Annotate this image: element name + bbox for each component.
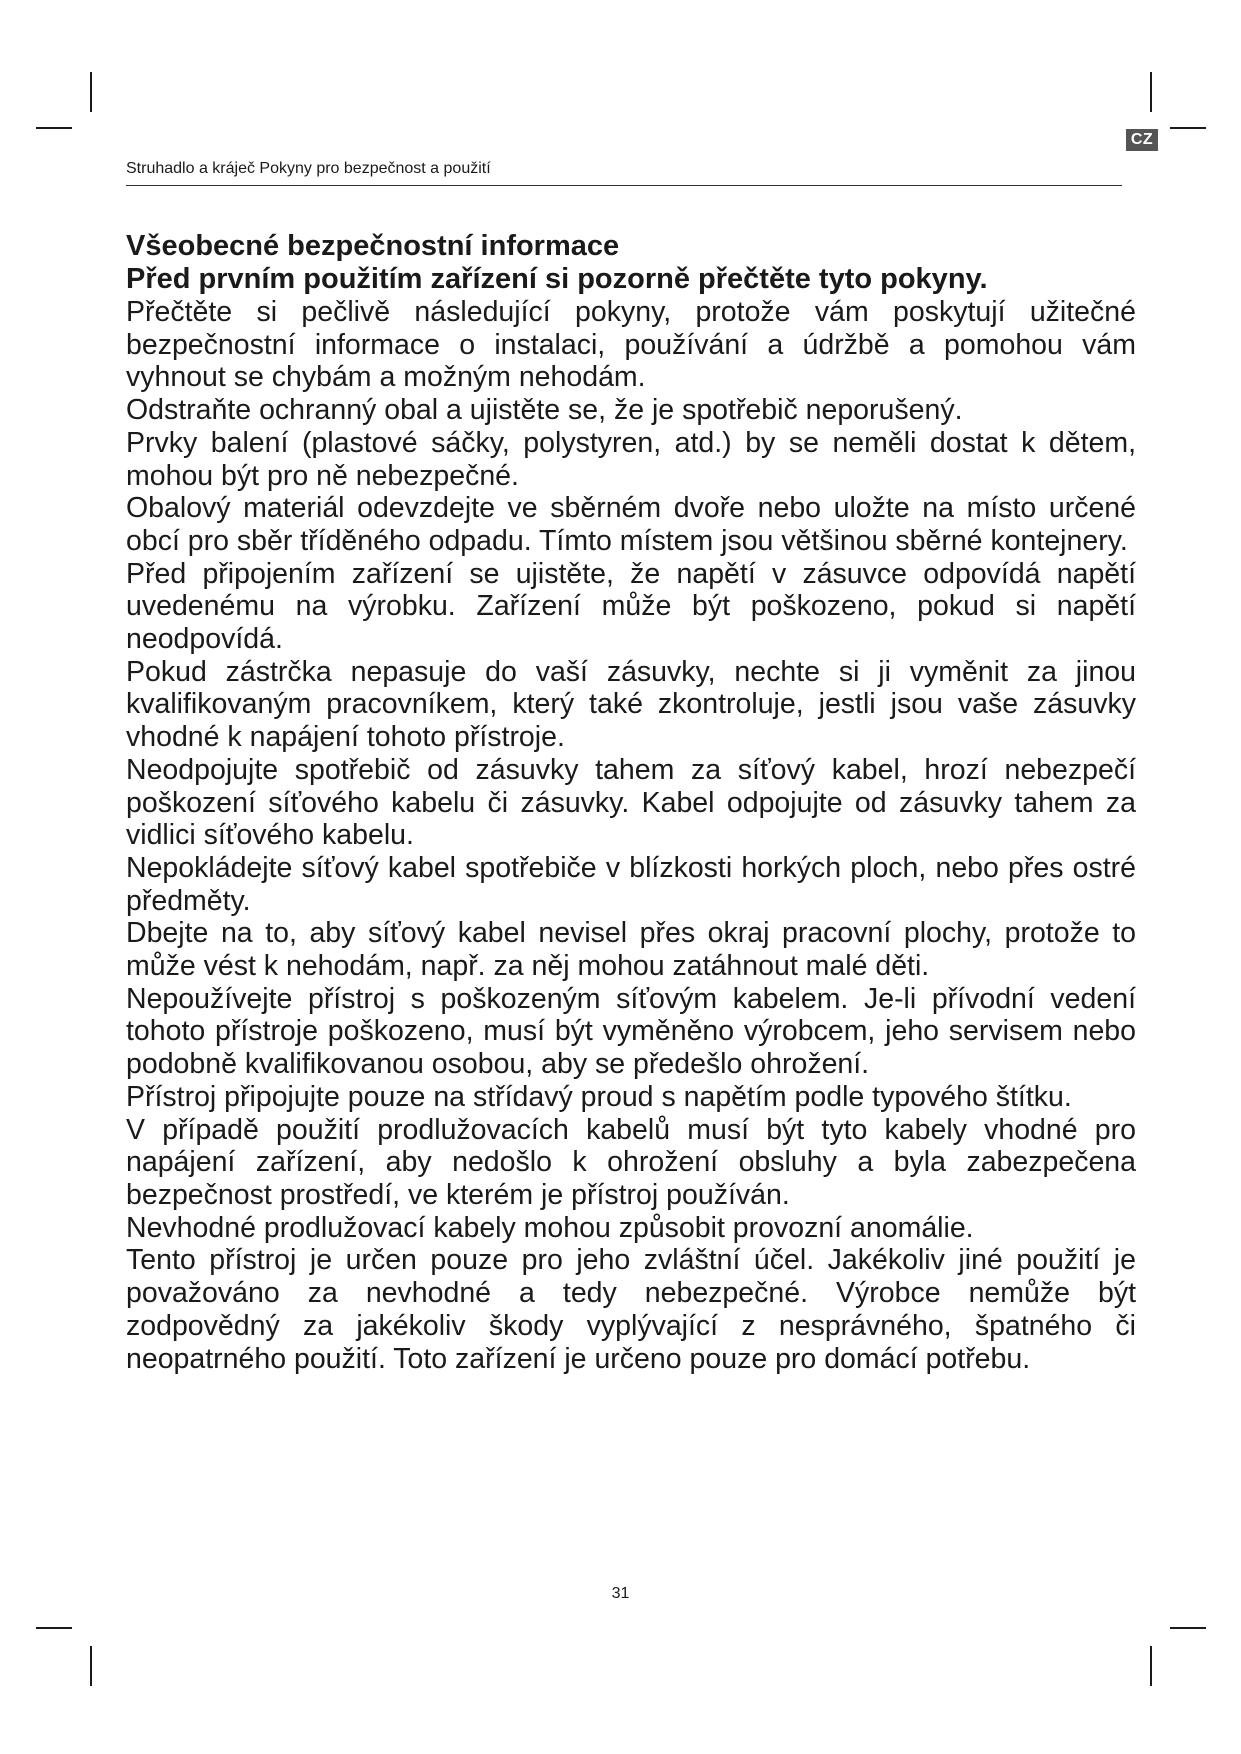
paragraph-packaging: Odstraňte ochranný obal a ujistěte se, že je spotřebič neporušený. [126,394,963,427]
paragraph-extension-cables: V případě použití prodlužovacích kabelů musí být tyto kabely vhodné pro napájení zařízení, aby nedošlo k ohrožení obsluhy a byla zabezpečena bezpečnost prostředí, ve kterém je přístroj používán. [126,1113,1136,1211]
paragraph-intended-use: Tento přístroj je určen pouze pro jeho zvláštní účel. Jakékoliv jiné použití je považováno za nevhodné a tedy nebezpečné. Výrobce nemůže být zodpovědný za jakékoliv škody vyplývající z nesprávného, špatného či neopatrného použití. Toto zařízení je určeno pouze pro domácí potřebu. [126,1244,1136,1375]
header-divider [126,185,1122,186]
paragraph-unsuitable-cables: Nevhodné prodlužovací kabely mohou způsobit provozní anomálie. [126,1211,974,1244]
paragraph-damaged-cable: Nepoužívejte přístroj s poškozeným síťovým kabelem. Je-li přívodní vedení tohoto přístroje poškozeno, musí být vyměněno výrobcem, jeho servisem nebo podobně kvalifikovanou osobou, aby se předešlo ohrožení. [126,982,1136,1081]
paragraph-unplugging: Neodpojujte spotřebič od zásuvky tahem za síťový kabel, hrozí nebezpečí poškození síťového kabelu či zásuvky. Kabel odpojujte od zásuvky tahem za vidlici síťového kabelu. [126,753,1136,852]
crop-mark-bottom-right-horizontal [1170,1627,1206,1629]
language-badge: CZ [1126,129,1158,151]
crop-mark-top-left-vertical [90,72,92,112]
crop-mark-top-right-vertical [1150,72,1152,112]
crop-mark-top-left-horizontal [36,127,72,129]
crop-mark-bottom-right-vertical [1150,1646,1152,1686]
main-content [126,230,1136,1375]
paragraph-ac-supply: Přístroj připojujte pouze na střídavý proud s napětím podle typového štítku. [126,1080,1072,1113]
crop-mark-bottom-left-horizontal [36,1627,72,1629]
paragraph-cable-edge: Dbejte na to, aby síťový kabel nevisel přes okraj pracovní plochy, protože to může vést k nehodám, např. za něj mohou zatáhnout malé děti. [126,917,1136,983]
paragraph-plug: Pokud zástrčka nepasuje do vaší zásuvky, nechte si ji vyměnit za jinou kvalifikovaným pracovníkem, který také zkontroluje, jestli jsou vaše zásuvky vhodné k napájení tohoto přístroje. [126,655,1136,754]
paragraph-hot-surfaces: Nepokládejte síťový kabel spotřebiče v blízkosti horkých ploch, nebo přes ostré předměty. [126,851,1136,917]
paragraph-intro: Přečtěte si pečlivě následující pokyny, protože vám poskytují užitečné bezpečnostní informace o instalaci, používání a údržbě a pomohou vám vyhnout se chybám a možným nehodám. [126,296,1136,394]
paragraph-packaging-children: Prvky balení (plastové sáčky, polystyren, atd.) by se neměli dostat k dětem, mohou být pro ně nebezpečné. [126,426,1136,492]
page-number: 31 [611,1585,630,1602]
running-header: Struhadlo a kráječ Pokyny pro bezpečnost a použití [126,160,491,177]
section-title: Všeobecné bezpečnostní informace [126,230,620,262]
paragraph-disposal: Obalový materiál odevzdejte ve sběrném dvoře nebo uložte na místo určené obcí pro sběr tříděného odpadu. Tímto místem jsou většinou sběrné kontejnery. [126,492,1136,557]
section-subtitle: Před prvním použitím zařízení si pozorně přečtěte tyto pokyny. [126,263,988,295]
crop-mark-bottom-left-vertical [90,1646,92,1686]
paragraph-voltage: Před připojením zařízení se ujistěte, že napětí v zásuvce odpovídá napětí uvedenému na výrobku. Zařízení může být poškozeno, pokud si napětí neodpovídá. [126,557,1136,656]
crop-mark-top-right-horizontal [1170,127,1206,129]
